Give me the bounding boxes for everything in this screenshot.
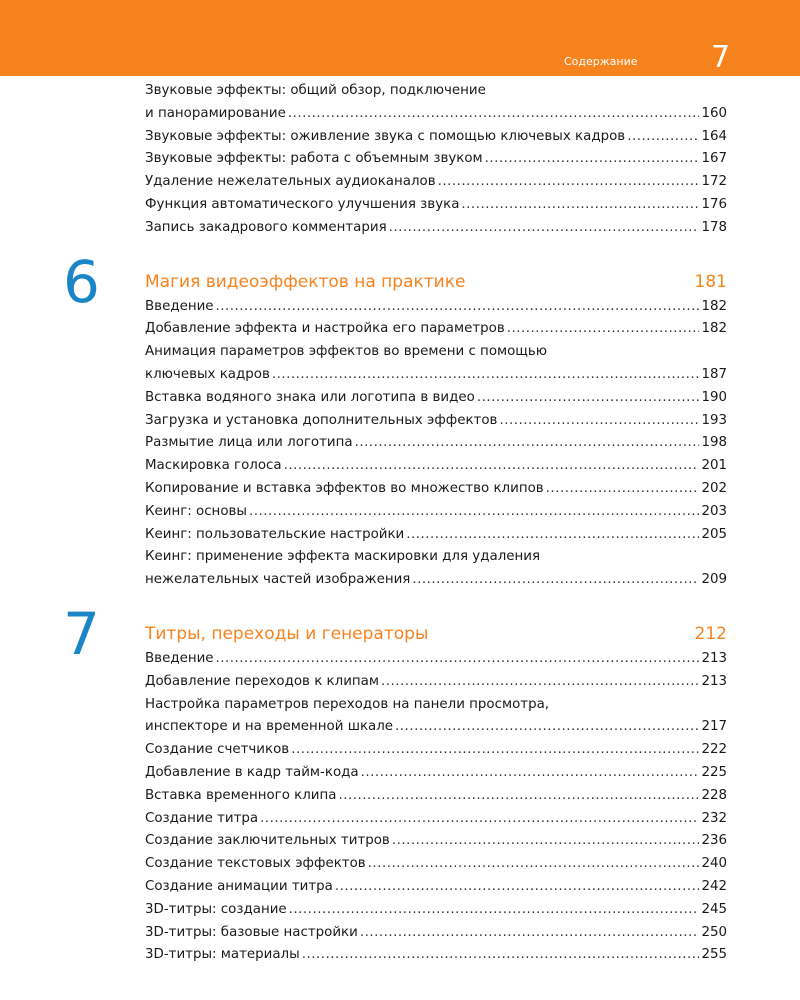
toc-entry-line xyxy=(145,524,727,547)
toc-entry-line xyxy=(145,387,727,410)
toc-entry-title: Запись закадрового комментария xyxy=(145,219,387,235)
chapter-number: 6 xyxy=(63,247,100,316)
toc-entry[interactable] xyxy=(145,808,727,831)
toc-entry[interactable] xyxy=(145,80,727,126)
dot-leader xyxy=(260,808,699,831)
toc-entry-title: Создание счетчиков xyxy=(145,742,290,758)
toc-entry[interactable] xyxy=(145,524,727,547)
toc-entry-title: Вставка временного клипа xyxy=(145,787,337,803)
dot-leader xyxy=(338,785,699,808)
toc-entry-page: 182 xyxy=(701,298,727,314)
toc-entry-page: 213 xyxy=(701,673,727,689)
dot-leader xyxy=(546,478,700,501)
dot-leader xyxy=(507,318,700,341)
toc-entry-title: Добавление эффекта и настройка его параметров xyxy=(145,321,505,337)
toc-entry-title: Введение xyxy=(145,650,214,666)
dot-leader xyxy=(289,899,700,922)
toc-entry-line xyxy=(145,194,727,217)
dot-leader xyxy=(381,671,699,694)
toc-entry-title: Удаление нежелательных аудиоканалов xyxy=(145,174,436,190)
dot-leader xyxy=(284,455,700,478)
toc-entry[interactable] xyxy=(145,171,727,194)
toc-entry-line xyxy=(145,694,727,717)
toc-entry[interactable] xyxy=(145,944,727,967)
toc-entry-title: Настройка параметров переходов на панели просмотра, xyxy=(145,696,550,712)
toc-entry[interactable] xyxy=(145,671,727,694)
dot-leader xyxy=(485,148,700,171)
toc-entry-page: 245 xyxy=(701,901,727,917)
toc-entry-title: Кеинг: основы xyxy=(145,503,247,519)
toc-entry-line xyxy=(145,853,727,876)
dot-leader xyxy=(392,830,700,853)
toc-entry-page: 232 xyxy=(701,810,727,826)
toc-entry-line xyxy=(145,217,727,240)
toc-entry-line xyxy=(145,432,727,455)
page-number: 7 xyxy=(711,40,731,75)
toc-entry[interactable] xyxy=(145,739,727,762)
toc-entry-line xyxy=(145,80,727,103)
toc-content xyxy=(63,80,727,967)
chapter-number: 7 xyxy=(63,599,100,668)
toc-entry-page: 209 xyxy=(701,572,727,588)
toc-entry-line xyxy=(145,922,727,945)
toc-entry-page: 217 xyxy=(701,719,727,735)
toc-entry[interactable] xyxy=(145,410,727,433)
dot-leader xyxy=(249,501,699,524)
toc-entry-page: 201 xyxy=(701,458,727,474)
chapter-title: Магия видеоэффектов на практике xyxy=(145,271,466,292)
toc-entry-title: Копирование и вставка эффектов во множество клипов xyxy=(145,480,544,496)
dot-leader xyxy=(461,194,699,217)
toc-entry-page: 172 xyxy=(701,174,727,190)
toc-entry-line xyxy=(145,148,727,171)
toc-entry-page: 242 xyxy=(701,878,727,894)
toc-entry-page: 222 xyxy=(701,742,727,758)
toc-entry[interactable] xyxy=(145,194,727,217)
toc-entry-line xyxy=(145,739,727,762)
toc-entry-page: 236 xyxy=(701,833,727,849)
toc-entry-title: нежелательных частей изображения xyxy=(145,572,411,588)
chapter-7 xyxy=(63,599,727,967)
toc-entry-line xyxy=(145,546,727,569)
toc-entry-title: Анимация параметров эффектов во времени с помощью xyxy=(145,344,548,360)
dot-leader xyxy=(395,716,699,739)
toc-entry[interactable] xyxy=(145,432,727,455)
dot-leader xyxy=(389,217,700,240)
toc-entry-title: инспекторе и на временной шкале xyxy=(145,719,394,735)
toc-entry-page: 190 xyxy=(701,389,727,405)
toc-entry-page: 225 xyxy=(701,764,727,780)
dot-leader xyxy=(272,364,700,387)
chapter-heading[interactable] xyxy=(145,622,727,646)
toc-entry-title: 3D-титры: материалы xyxy=(145,947,300,963)
toc-entry[interactable] xyxy=(145,694,727,740)
toc-entry-title: Маскировка голоса xyxy=(145,458,282,474)
toc-entry-line xyxy=(145,341,727,364)
toc-entry[interactable] xyxy=(145,648,727,671)
toc-entry-line xyxy=(145,296,727,319)
toc-entry[interactable] xyxy=(145,341,727,387)
toc-entry-line xyxy=(145,944,727,967)
toc-entry-page: 240 xyxy=(701,856,727,872)
running-header-title: Содержание xyxy=(564,55,638,68)
toc-entry[interactable] xyxy=(145,546,727,592)
dot-leader xyxy=(302,944,700,967)
dot-leader xyxy=(216,648,700,671)
toc-entry-page: 205 xyxy=(701,526,727,542)
toc-entry-page: 198 xyxy=(701,435,727,451)
dot-leader xyxy=(216,296,700,319)
toc-entry-title: Создание титра xyxy=(145,810,259,826)
toc-entry-page: 255 xyxy=(701,947,727,963)
toc-entry-page: 213 xyxy=(701,650,727,666)
toc-entry-page: 202 xyxy=(701,480,727,496)
dot-leader xyxy=(355,432,700,455)
toc-entry-title: Кеинг: пользовательские настройки xyxy=(145,526,405,542)
chapter-item-list xyxy=(145,296,727,592)
toc-entry-title: 3D-титры: создание xyxy=(145,901,287,917)
toc-entry-line xyxy=(145,410,727,433)
toc-entry-page: 178 xyxy=(701,219,727,235)
toc-entry-title: Кеинг: применение эффекта маскировки для удаления xyxy=(145,549,541,565)
chapter-page: 212 xyxy=(694,623,727,644)
chapter-item-list xyxy=(145,648,727,967)
chapter-6 xyxy=(63,247,727,592)
toc-entry-line xyxy=(145,785,727,808)
toc-entry[interactable] xyxy=(145,830,727,853)
toc-entry-page: 182 xyxy=(701,321,727,337)
toc-entry[interactable] xyxy=(145,126,727,149)
toc-entry[interactable] xyxy=(145,217,727,240)
toc-entry-page: 167 xyxy=(701,151,727,167)
toc-intro-list xyxy=(145,80,727,240)
toc-entry-page: 203 xyxy=(701,503,727,519)
toc-entry[interactable] xyxy=(145,455,727,478)
toc-entry-line xyxy=(145,762,727,785)
chapter-page: 181 xyxy=(694,271,727,292)
dot-leader xyxy=(335,876,700,899)
dot-leader xyxy=(499,410,699,433)
toc-entry-page: 228 xyxy=(701,787,727,803)
dot-leader xyxy=(477,387,700,410)
toc-entry-line xyxy=(145,103,727,126)
toc-entry[interactable] xyxy=(145,501,727,524)
toc-entry-title: Звуковые эффекты: общий обзор, подключение xyxy=(145,83,486,98)
toc-entry-line xyxy=(145,716,727,739)
toc-entry-title: Добавление в кадр тайм-кода xyxy=(145,764,359,780)
toc-entry-line xyxy=(145,318,727,341)
toc-entry-line xyxy=(145,830,727,853)
chapter-title: Титры, переходы и генераторы xyxy=(145,623,429,644)
chapter-heading[interactable] xyxy=(145,270,727,294)
dot-leader xyxy=(368,853,700,876)
toc-entry-title: ключевых кадров xyxy=(145,366,270,382)
toc-entry[interactable] xyxy=(145,296,727,319)
dot-leader xyxy=(406,524,699,547)
toc-entry-page: 164 xyxy=(701,128,727,144)
toc-entry-line xyxy=(145,364,727,387)
toc-entry[interactable] xyxy=(145,899,727,922)
toc-entry-line xyxy=(145,455,727,478)
dot-leader xyxy=(438,171,700,194)
toc-entry-title: 3D-титры: базовые настройки xyxy=(145,924,358,940)
toc-entry-line xyxy=(145,876,727,899)
toc-entry[interactable] xyxy=(145,387,727,410)
toc-entry[interactable] xyxy=(145,922,727,945)
toc-entry-line xyxy=(145,899,727,922)
dot-leader xyxy=(627,126,699,149)
toc-entry-line xyxy=(145,126,727,149)
dot-leader xyxy=(288,103,700,126)
toc-entry-title: Звуковые эффекты: работа с объемным звуком xyxy=(145,151,483,167)
toc-entry[interactable] xyxy=(145,876,727,899)
toc-entry-title: Звуковые эффекты: оживление звука с помощью ключевых кадров xyxy=(145,128,626,144)
toc-entry-line xyxy=(145,171,727,194)
toc-entry[interactable] xyxy=(145,785,727,808)
toc-entry-page: 193 xyxy=(701,412,727,428)
toc-entry-line xyxy=(145,648,727,671)
toc-entry[interactable] xyxy=(145,762,727,785)
toc-entry-title: Вставка водяного знака или логотипа в видео xyxy=(145,389,475,405)
toc-entry-line xyxy=(145,808,727,831)
toc-entry-title: Размытие лица или логотипа xyxy=(145,435,353,451)
dot-leader xyxy=(412,569,699,592)
toc-entry-line xyxy=(145,501,727,524)
toc-entry-title: Создание анимации титра xyxy=(145,878,333,894)
toc-entry-title: Создание заключительных титров xyxy=(145,833,390,849)
toc-entry-title: Добавление переходов к клипам xyxy=(145,673,379,689)
toc-entry-page: 250 xyxy=(701,924,727,940)
toc-entry[interactable] xyxy=(145,478,727,501)
toc-entry-title: Создание текстовых эффектов xyxy=(145,856,366,872)
toc-entry-page: 160 xyxy=(701,105,727,121)
toc-entry-title: Введение xyxy=(145,298,214,314)
toc-entry-title: Функция автоматического улучшения звука xyxy=(145,196,460,212)
toc-entry-page: 176 xyxy=(701,196,727,212)
toc-entry-line xyxy=(145,478,727,501)
dot-leader xyxy=(361,762,700,785)
toc-entry-title: и панорамирование xyxy=(145,105,286,121)
toc-entry-line xyxy=(145,671,727,694)
toc-entry[interactable] xyxy=(145,853,727,876)
toc-entry-line xyxy=(145,569,727,592)
dot-leader xyxy=(360,922,700,945)
header-band xyxy=(0,0,800,76)
toc-entry[interactable] xyxy=(145,148,727,171)
toc-entry-page: 187 xyxy=(701,366,727,382)
toc-entry[interactable] xyxy=(145,318,727,341)
dot-leader xyxy=(291,739,699,762)
toc-entry-title: Загрузка и установка дополнительных эффектов xyxy=(145,412,498,428)
